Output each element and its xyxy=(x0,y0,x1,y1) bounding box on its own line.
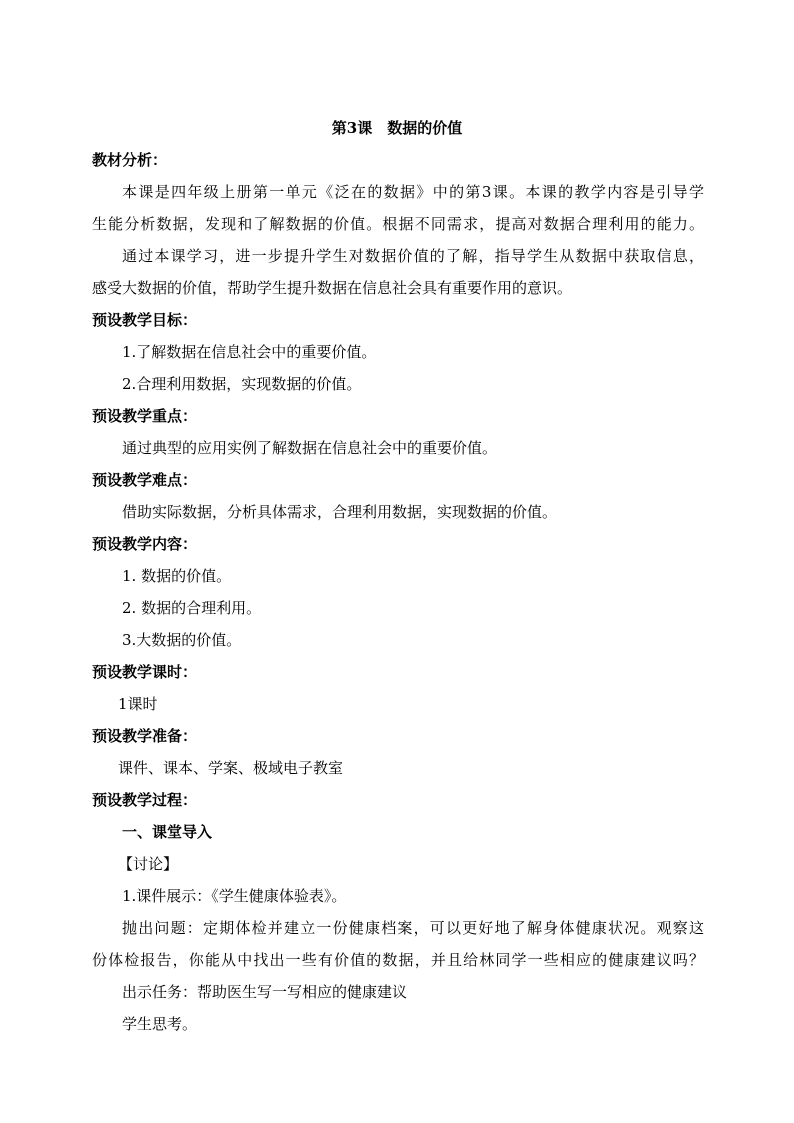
analysis-paragraph-1-line-2: 生能分析数据，发现和了解数据的价值。根据不同需求，提高对数据合理利用的能力。 xyxy=(92,215,704,233)
task-text: 出示任务：帮助医生写一写相应的健康建议 xyxy=(122,983,408,1001)
analysis-heading: 教材分析： xyxy=(92,151,168,169)
hours-heading: 预设教学课时： xyxy=(92,663,198,681)
student-thinking-text: 学生思考。 xyxy=(122,1015,198,1033)
content-item: 2. 数据的合理利用。 xyxy=(122,599,262,617)
discussion-label: 【讨论】 xyxy=(118,855,179,873)
process-item: 1.课件展示：《学生健康体验表》。 xyxy=(122,887,347,905)
process-subheading: 一、课堂导入 xyxy=(122,823,213,841)
question-line-2: 份体检报告，你能从中找出一些有价值的数据，并且给林同学一些相应的健康建议吗？ xyxy=(92,951,704,969)
preparation-heading: 预设教学准备： xyxy=(92,727,198,745)
preparation-text: 课件、课本、学案、极域电子教室 xyxy=(118,759,344,777)
analysis-paragraph-1-line-1: 本课是四年级上册第一单元《泛在的数据》中的第3课。本课的教学内容是引导学 xyxy=(122,183,704,201)
content-item: 1. 数据的价值。 xyxy=(122,567,232,585)
analysis-paragraph-2-line-1: 通过本课学习，进一步提升学生对数据价值的了解，指导学生从数据中获取信息， xyxy=(122,247,704,265)
page-title: 第3课 数据的价值 xyxy=(331,119,463,137)
difficulties-text: 借助实际数据，分析具体需求，合理利用数据，实现数据的价值。 xyxy=(122,503,558,521)
content-item: 3.大数据的价值。 xyxy=(122,631,242,649)
process-heading: 预设教学过程： xyxy=(92,791,198,809)
difficulties-heading: 预设教学难点： xyxy=(92,471,198,489)
key-points-heading: 预设教学重点： xyxy=(92,407,198,425)
content-heading: 预设教学内容： xyxy=(92,535,198,553)
goals-heading: 预设教学目标： xyxy=(92,311,198,329)
analysis-paragraph-2-line-2: 感受大数据的价值，帮助学生提升数据在信息社会具有重要作用的意识。 xyxy=(92,279,573,297)
hours-text: 1课时 xyxy=(118,695,158,713)
goal-item: 1.了解数据在信息社会中的重要价值。 xyxy=(122,343,377,361)
key-points-text: 通过典型的应用实例了解数据在信息社会中的重要价值。 xyxy=(122,439,498,457)
goal-item: 2.合理利用数据，实现数据的价值。 xyxy=(122,375,362,393)
question-line-1: 抛出问题：定期体检并建立一份健康档案，可以更好地了解身体健康状况。观察这 xyxy=(122,919,704,937)
